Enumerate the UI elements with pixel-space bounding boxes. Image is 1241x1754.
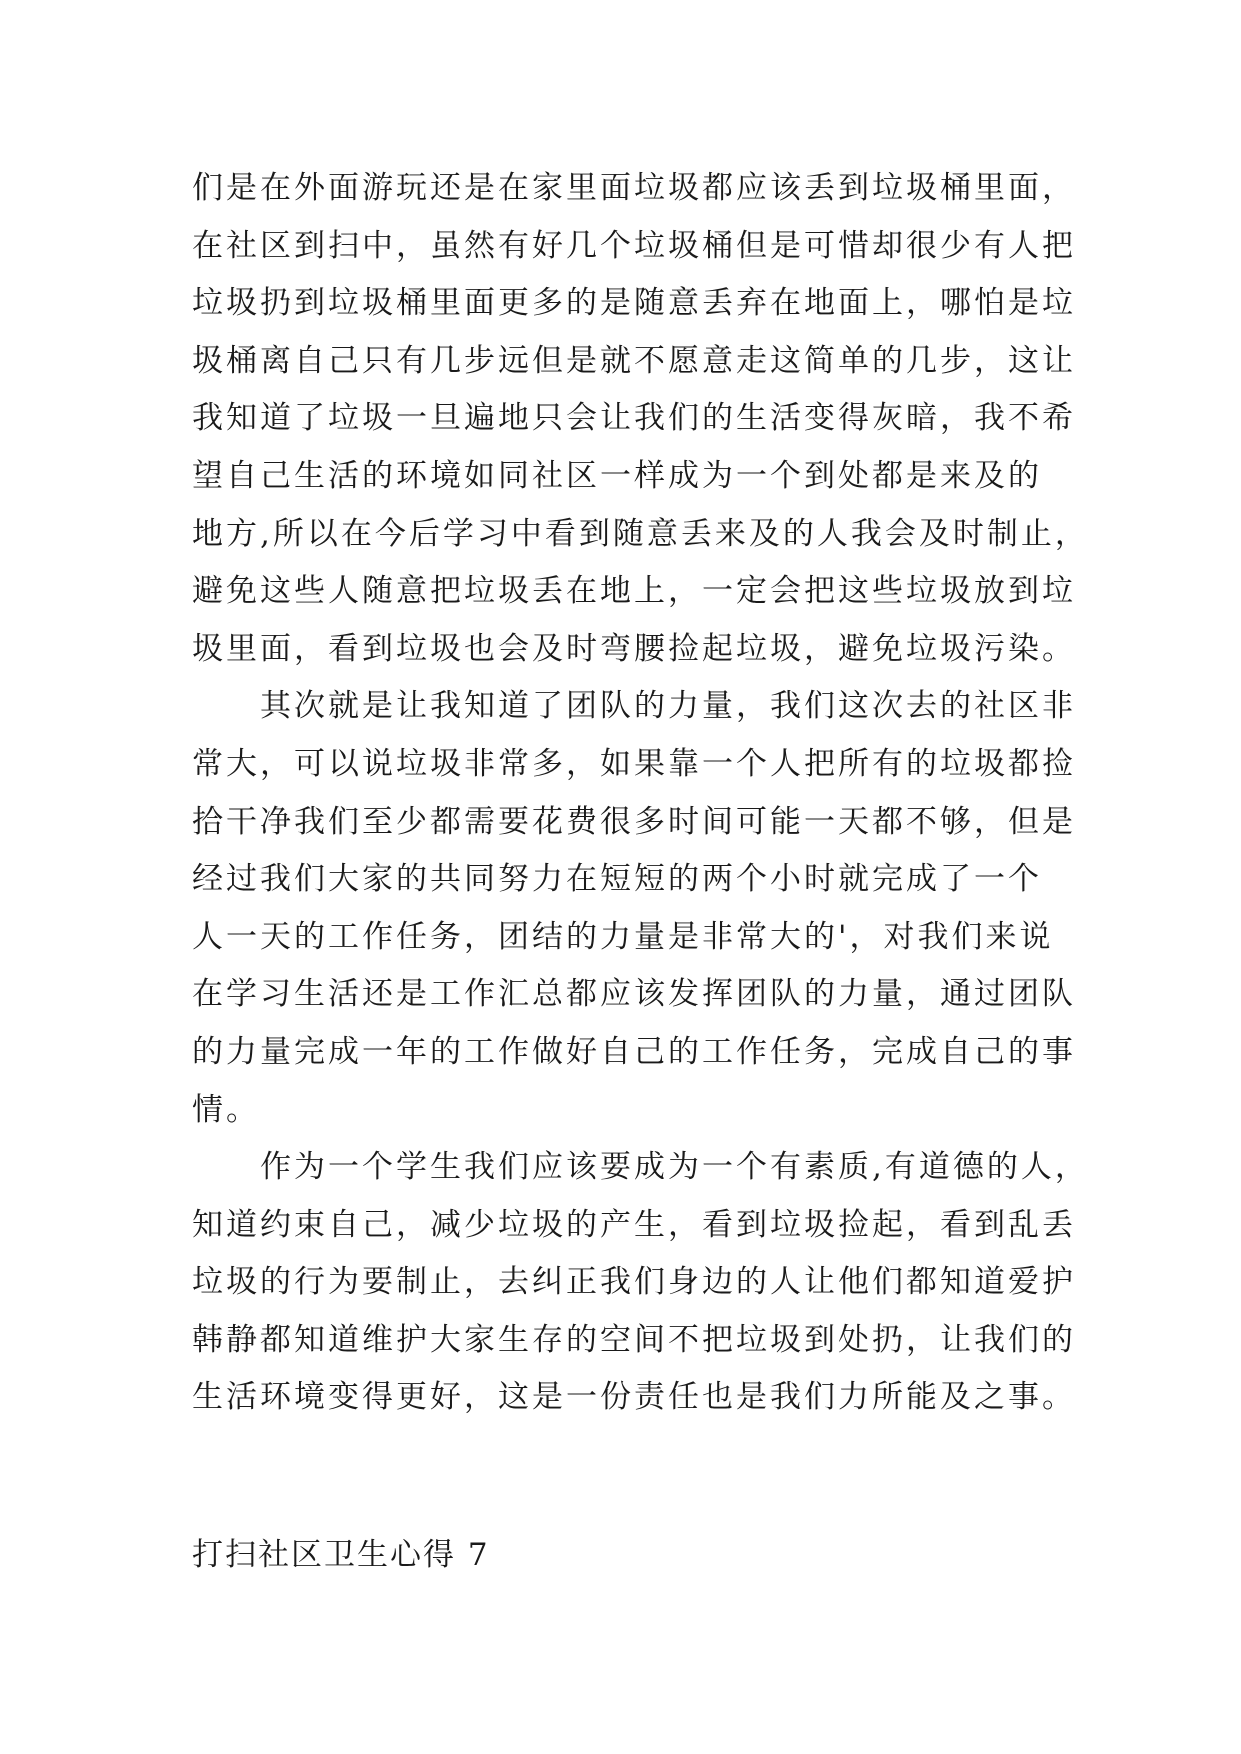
text-line: 拾干净我们至少都需要花费很多时间可能一天都不够，但是: [192, 803, 1076, 840]
text-line: 在学习生活还是工作汇总都应该发挥团队的力量，通过团队: [192, 976, 1076, 1013]
text-line: 地方,所以在今后学习中看到随意丢来及的人我会及时制止，: [192, 515, 1089, 552]
text-line: 圾里面，看到垃圾也会及时弯腰捡起垃圾，避免垃圾污染。: [192, 630, 1076, 667]
text-line: 作为一个学生我们应该要成为一个有素质,有道德的人，: [260, 1149, 1089, 1186]
text-line: 在社区到扫中，虽然有好几个垃圾桶但是可惜却很少有人把: [192, 227, 1076, 264]
text-line: 我知道了垃圾一旦遍地只会让我们的生活变得灰暗，我不希: [192, 400, 1076, 437]
text-line: 生活环境变得更好，这是一份责任也是我们力所能及之事。: [192, 1379, 1076, 1416]
text-line: 韩静都知道维护大家生存的空间不把垃圾到处扔，让我们的: [192, 1321, 1076, 1358]
text-line: 知道约束自己，减少垃圾的产生，看到垃圾捡起，看到乱丢: [192, 1206, 1076, 1243]
section-heading: 打扫社区卫生心得 7: [192, 1537, 490, 1573]
text-line: 的力量完成一年的工作做好自己的工作任务，完成自己的事: [192, 1033, 1076, 1070]
text-line: 圾桶离自己只有几步远但是就不愿意走这简单的几步，这让: [192, 342, 1076, 379]
text-line: 经过我们大家的共同努力在短短的两个小时就完成了一个: [192, 861, 1042, 898]
paragraph: [192, 160, 1089, 678]
text-line: 常大，可以说垃圾非常多，如果靠一个人把所有的垃圾都捡: [192, 745, 1076, 782]
text-line: 其次就是让我知道了团队的力量，我们这次去的社区非: [260, 688, 1076, 725]
text-line: 情。: [192, 1091, 260, 1128]
text-line: 垃圾的行为要制止，去纠正我们身边的人让他们都知道爱护: [192, 1264, 1076, 1301]
text-line: 们是在外面游玩还是在家里面垃圾都应该丢到垃圾桶里面，: [192, 170, 1076, 206]
text-line: 避免这些人随意把垃圾丢在地上，一定会把这些垃圾放到垃: [192, 573, 1076, 610]
body-text: [192, 160, 1089, 1427]
text-line: 垃圾扔到垃圾桶里面更多的是随意丢弃在地面上，哪怕是垃: [192, 285, 1076, 322]
text-line: 人一天的工作任务，团结的力量是非常大的'，对我们来说: [192, 918, 1054, 955]
paragraph: [192, 1139, 1089, 1427]
text-line: 望自己生活的环境如同社区一样成为一个到处都是来及的: [192, 457, 1042, 494]
paragraph: [192, 678, 1076, 1139]
